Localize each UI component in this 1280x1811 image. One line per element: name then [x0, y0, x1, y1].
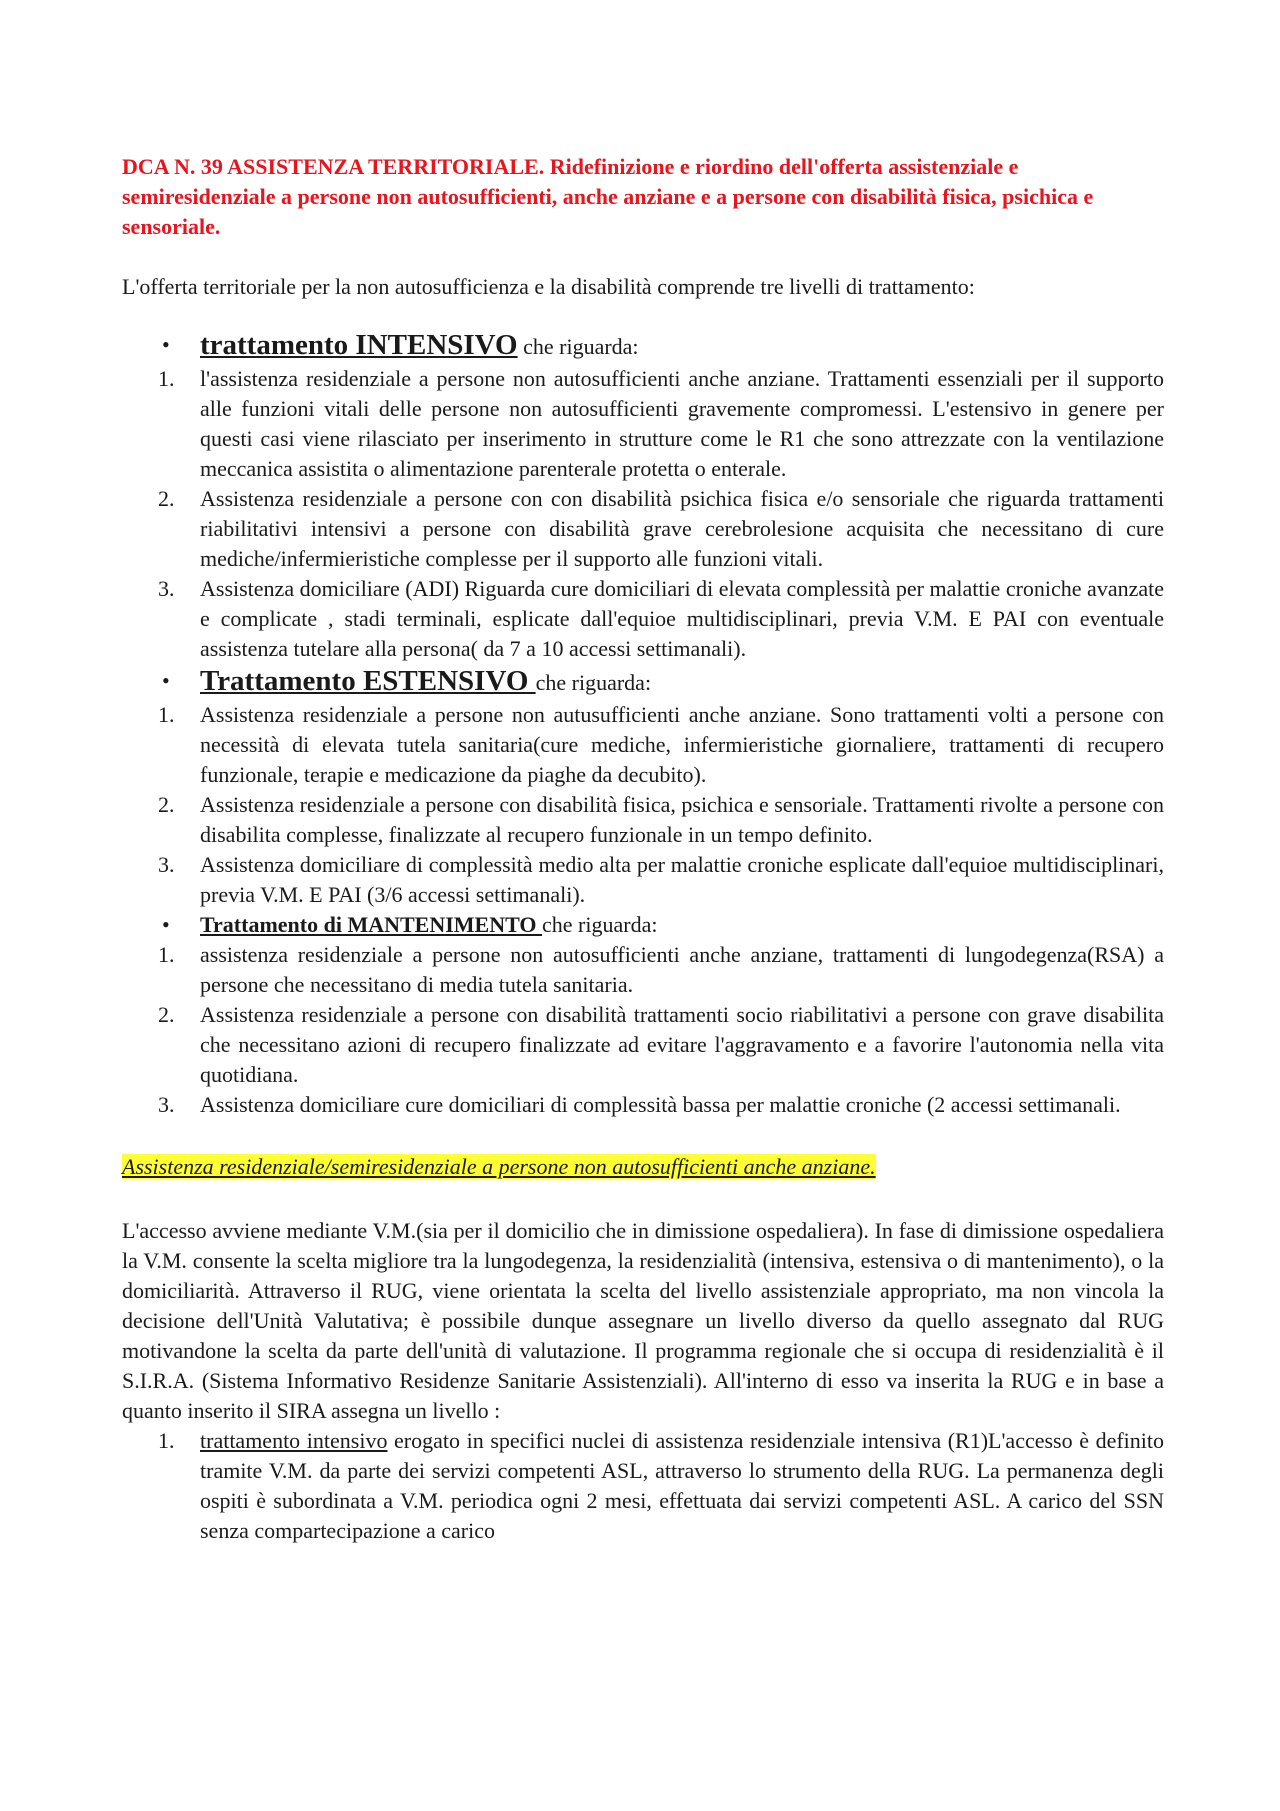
section-heading-intensivo — [122, 328, 1164, 364]
list-estensivo — [122, 700, 1164, 910]
item-number: 1. — [158, 1428, 175, 1453]
list-item — [122, 1426, 1164, 1546]
heading-text: Trattamento ESTENSIVO — [200, 665, 536, 697]
heading-text: trattamento INTENSIVO — [200, 329, 518, 361]
highlight-paragraph — [122, 1152, 1164, 1182]
heading-rest: che riguarda: — [535, 670, 652, 695]
item-text: Assistenza domiciliare (ADI) Riguarda cure domiciliari di elevata complessità per malattie croniche avanzate e complicate , stadi terminali, esplicate dall'equioe multidisciplinari, previa V.M. E PAI con eventuale assistenza tutelare alla persona( da 7 a 10 accessi settimanali). — [200, 576, 1164, 661]
item-text: l'assistenza residenziale a persone non autosufficienti anche anziane. Trattamenti essenziali per il supporto alle funzioni vitali delle persone non autosufficienti gravemente compromessi. L'estensivo in genere per questi casi viene rilasciato per inserimento in strutture come le R1 che sono attrezzate con la ventilazione meccanica assistita o alimentazione parenterale protetta o enterale. — [200, 366, 1164, 481]
list-item — [122, 700, 1164, 790]
list-item — [122, 364, 1164, 484]
access-paragraph: L'accesso avviene mediante V.M.(sia per il domicilio che in dimissione ospedaliera). In fase di dimissione ospedaliera la V.M. consente la scelta migliore tra la lungodegenza, la residenzialità (intensiva, estensiva o di mantenimento), o la domiciliarità. Attraverso il RUG, viene orientata la scelta del livello assistenziale appropriato, ma non vincola la decisione dell'Unità Valutativa; è possibile dunque assegnare un livello diverso da quello assegnato dal RUG motivandone la scelta da parte dell'unità di valutazione. Il programma regionale che si occupa di residenzialità è il S.I.R.A. (Sistema Informativo Residenze Sanitarie Assistenziali). All'interno di esso va inserita la RUG e in base a quanto inserito il SIRA assegna un livello : — [122, 1218, 1164, 1423]
bullet-icon: • — [162, 668, 170, 693]
list-item — [122, 940, 1164, 1000]
list-item — [122, 574, 1164, 664]
highlighted-heading: Assistenza residenziale/semiresidenziale a persone non autosufficienti anche anziane. — [122, 1154, 876, 1179]
bullet-icon: • — [162, 332, 170, 357]
item-number: 2. — [158, 486, 175, 511]
item-text: Assistenza residenziale a persone con disabilità fisica, psichica e sensoriale. Trattamenti rivolte a persone con disabilita complesse, finalizzate al recupero funzionale in un tempo definito. — [200, 792, 1165, 847]
intro-paragraph: L'offerta territoriale per la non autosufficienza e la disabilità comprende tre livelli di trattamento: — [122, 274, 975, 299]
bullet-icon: • — [162, 912, 170, 937]
list-intensivo — [122, 364, 1164, 664]
section-heading-estensivo — [122, 664, 1164, 700]
item-text: Assistenza residenziale a persone con disabilità trattamenti socio riabilitativi a persone con grave disabilita che necessitano azioni di recupero finalizzate ad evitare l'aggravamento e a favorire l'autonomia nella vita quotidiana. — [200, 1002, 1164, 1087]
heading-rest: che riguarda: — [517, 334, 639, 359]
item-number: 2. — [158, 792, 175, 817]
list-item — [122, 850, 1164, 910]
section-heading-mantenimento — [122, 910, 1164, 940]
list-item — [122, 1000, 1164, 1090]
item-number: 1. — [158, 366, 175, 391]
item-underlined-text: trattamento intensivo — [200, 1428, 388, 1453]
list-item — [122, 790, 1164, 850]
item-text: Assistenza residenziale a persone con con disabilità psichica fisica e/o sensoriale che riguarda trattamenti riabilitativi intensivi a persone con disabilità grave cerebrolesione acquisita che necessitano di cure mediche/infermieristiche complesse per il supporto alle funzioni vitali. — [200, 486, 1164, 571]
heading-rest: che riguarda: — [542, 912, 658, 937]
document-title: DCA N. 39 ASSISTENZA TERRITORIALE. Ridefinizione e riordino dell'offerta assistenziale e semiresidenziale a persone non autosufficienti, anche anziane e a persone con disabilità fisica, psichica e sensoriale. — [122, 154, 1094, 239]
item-text: Assistenza domiciliare cure domiciliari di complessità bassa per malattie croniche (2 accessi settimanali. — [200, 1092, 1121, 1117]
list-mantenimento — [122, 940, 1164, 1120]
list-levels — [122, 1426, 1164, 1546]
item-text: Assistenza domiciliare di complessità medio alta per malattie croniche esplicate dall'equioe multidisciplinari, previa V.M. E PAI (3/6 accessi settimanali). — [200, 852, 1164, 907]
item-number: 3. — [158, 576, 175, 601]
list-item — [122, 1090, 1164, 1120]
item-text: Assistenza residenziale a persone non autusufficienti anche anziane. Sono trattamenti volti a persone con necessità di elevata tutela sanitaria(cure mediche, infermieristiche giornaliere, trattamenti di recupero funzionale, terapie e medicazione da piaghe da decubito). — [200, 702, 1164, 787]
document-page — [122, 152, 1164, 1546]
item-text: erogato in specifici nuclei di assistenza residenziale intensiva (R1)L'accesso è definito tramite V.M. da parte dei servizi competenti ASL, attraverso lo strumento della RUG. La permanenza degli ospiti è subordinata a V.M. periodica ogni 2 mesi, effettuata dai servizi competenti ASL. A carico del SSN senza compartecipazione a carico — [200, 1428, 1164, 1543]
item-number: 3. — [158, 852, 175, 877]
item-number: 1. — [158, 942, 175, 967]
list-item — [122, 484, 1164, 574]
item-number: 3. — [158, 1092, 175, 1117]
heading-text: Trattamento di MANTENIMENTO — [200, 912, 543, 937]
item-text: assistenza residenziale a persone non autosufficienti anche anziane, trattamenti di lungodegenza(RSA) a persone che necessitano di media tutela sanitaria. — [200, 942, 1164, 997]
item-number: 2. — [158, 1002, 175, 1027]
item-number: 1. — [158, 702, 175, 727]
